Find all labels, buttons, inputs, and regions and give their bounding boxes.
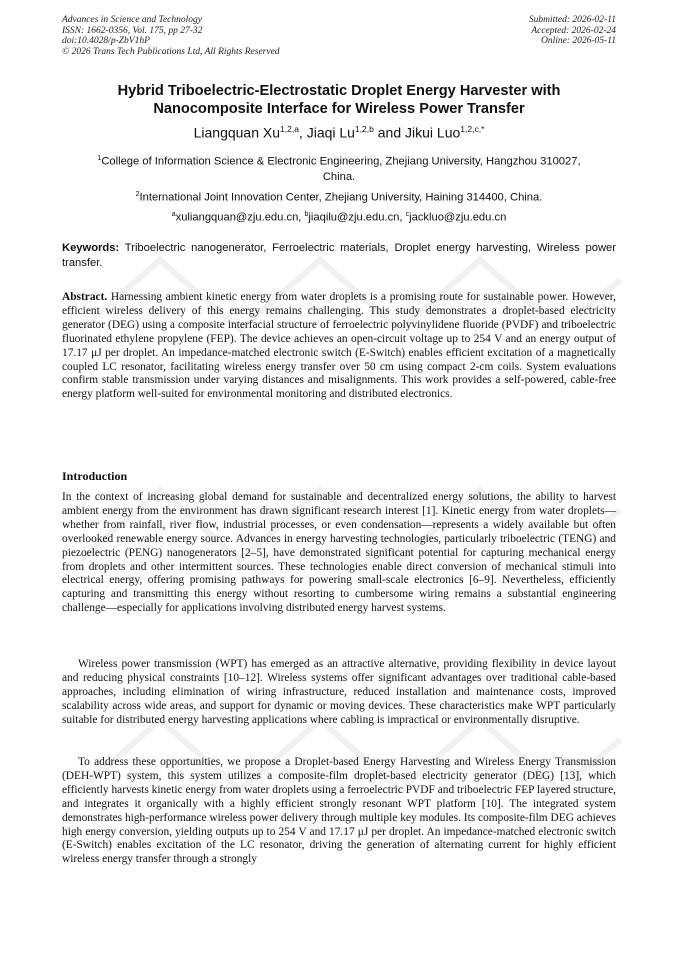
keywords-label: Keywords: — [62, 242, 120, 254]
email-link[interactable]: jiaqilu@zju.edu.cn, — [308, 211, 406, 224]
affiliation-text: College of Information Science & Electronic Engineering, Zhejiang University, Hangzhou 310027, China. — [101, 155, 581, 183]
abstract-paragraph — [62, 291, 616, 402]
author-superscript: 1,2,a — [280, 124, 299, 134]
email-superscript: c — [405, 211, 410, 218]
publication-dates — [529, 15, 616, 47]
author-name: Jikui Luo — [405, 124, 461, 141]
doi-line: doi:10.4028/p-ZbV1hP — [62, 36, 150, 47]
online-date: Online: 2026-05-11 — [540, 36, 616, 47]
author-separator: , — [298, 124, 307, 141]
affiliation-text: International Joint Innovation Center, Zhejiang University, Haining 314400, China. — [139, 191, 543, 204]
affiliation-superscript: 1 — [97, 155, 102, 162]
title-line-1: Hybrid Triboelectric-Electrostatic Droplet Energy Harvester with — [117, 83, 561, 99]
affiliation-2 — [84, 187, 594, 206]
author-name: Jiaqi Lu — [306, 124, 355, 141]
keywords-text: Triboelectric nanogenerator, Ferroelectric materials, Droplet energy harvesting, Wireless power transfer. — [62, 242, 616, 269]
abstract-text: Harnessing ambient kinetic energy from water droplets is a promising route for sustainable power. However, efficient wireless delivery of this energy remains challenging. This study demonstrates a droplet-based electricity generator (DEG) using a composite interfacial structure of ferroelectric polyvinylidene fluoride (PVDF) and triboelectric fluorinated ethylene propylene (FEP). The device achieves an open-circuit voltage up to 254 V and an energy output of 17.17 μJ per droplet. An impedance-matched electronic switch (E-Switch) enables efficient excitation of a magnetically coupled LC resonator, facilitating wireless energy transfer over 50 cm using compact 2-cm coils. System evaluations confirm stable transmission under varying distances and misalignments. This work provides a self-powered, cable-free energy platform well-suited for environmental monitoring and distributed electronics. — [62, 291, 616, 401]
affiliation-superscript: 2 — [135, 191, 140, 198]
section-heading-introduction: Introduction — [62, 469, 128, 483]
author-superscript: 1,2,b — [354, 124, 374, 134]
author-name: Liangquan Xu — [193, 124, 281, 141]
paper-title — [62, 82, 616, 118]
email-superscript: a — [171, 211, 176, 218]
email-superscript: b — [304, 211, 309, 218]
affiliation-1 — [84, 151, 594, 185]
author-list — [62, 124, 616, 141]
email-link[interactable]: jackluo@zju.edu.cn — [409, 211, 507, 224]
abstract-label: Abstract. — [62, 291, 108, 303]
author-separator: and — [373, 124, 406, 141]
issn-line: ISSN: 1662-0356, Vol. 175, pp 27-32 — [62, 25, 203, 36]
email-link[interactable]: xuliangquan@zju.edu.cn, — [175, 211, 305, 224]
author-superscript: 1,2,c,* — [460, 124, 485, 134]
author-emails — [84, 207, 594, 226]
submitted-date: Submitted: 2026-02-11 — [528, 15, 616, 25]
keywords-block — [62, 241, 616, 271]
journal-name: Advances in Science and Technology — [62, 15, 202, 25]
title-line-2: Nanocomposite Interface for Wireless Power Transfer — [153, 101, 525, 117]
copyright-line: © 2026 Trans Tech Publications Ltd, All Rights Reserved — [62, 46, 280, 57]
accepted-date: Accepted: 2026-02-24 — [531, 25, 616, 36]
journal-info — [62, 15, 280, 57]
intro-paragraph-2: Wireless power transmission (WPT) has emerged as an attractive alternative, providing flexibility in device layout and reducing physical constraints [10–12]. Wireless systems offer significant advantages over traditional cable-based approaches, including elimination of wiring infrastructure, reduced installation and maintenance costs, improved scalability across wide areas, and support for dynamic or moving devices. These characteristics make WPT particularly suitable for distributed energy harvesting applications where cabling is impractical or environmentally disruptive. — [62, 658, 616, 726]
intro-paragraph-1: In the context of increasing global demand for sustainable and decentralized energy solutions, the ability to harvest ambient energy from the environment has drawn significant research interest [1]. Kinetic energy from water droplets—whether from rainfall, river flow, industrial processes, or even condensation—represents a widely available but often overlooked renewable energy source. Advances in energy harvesting technologies, particularly triboelectric (TENG) and piezoelectric (PENG) nanogenerators [2–5], have demonstrated significant potential for capturing mechanical energy from droplets and other intermittent sources. These technologies enable direct conversion of mechanical stimuli into electrical energy, offering promising pathways for powering small-scale electronics [6–9]. Nevertheless, efficiently capturing and transmitting this energy without resorting to cumbersome wiring remains a substantial engineering challenge—especially for applications involving distributed energy harvest systems. — [62, 491, 616, 615]
intro-paragraph-3: To address these opportunities, we propose a Droplet-based Energy Harvesting and Wireless Energy Transmission (DEH-WPT) system, this system utilizes a composite-film droplet-based electricity generator (DEG) [13], which efficiently harvests kinetic energy from water droplets using a ferroelectric PVDF and triboelectric FEP layered structure, and integrates it organically with a highly efficient strongly resonant WPT platform [10]. The integrated system demonstrates high-performance wireless power delivery through multiple key modules. Its composite-film DEG achieves high energy conversion, yielding outputs up to 254 V and 17.17 μJ per droplet. An impedance-matched electronic switch (E-Switch) enables excitation of the LC resonator, driving the generation of alternating current for highly efficient wireless energy transfer through a strongly — [62, 756, 616, 866]
